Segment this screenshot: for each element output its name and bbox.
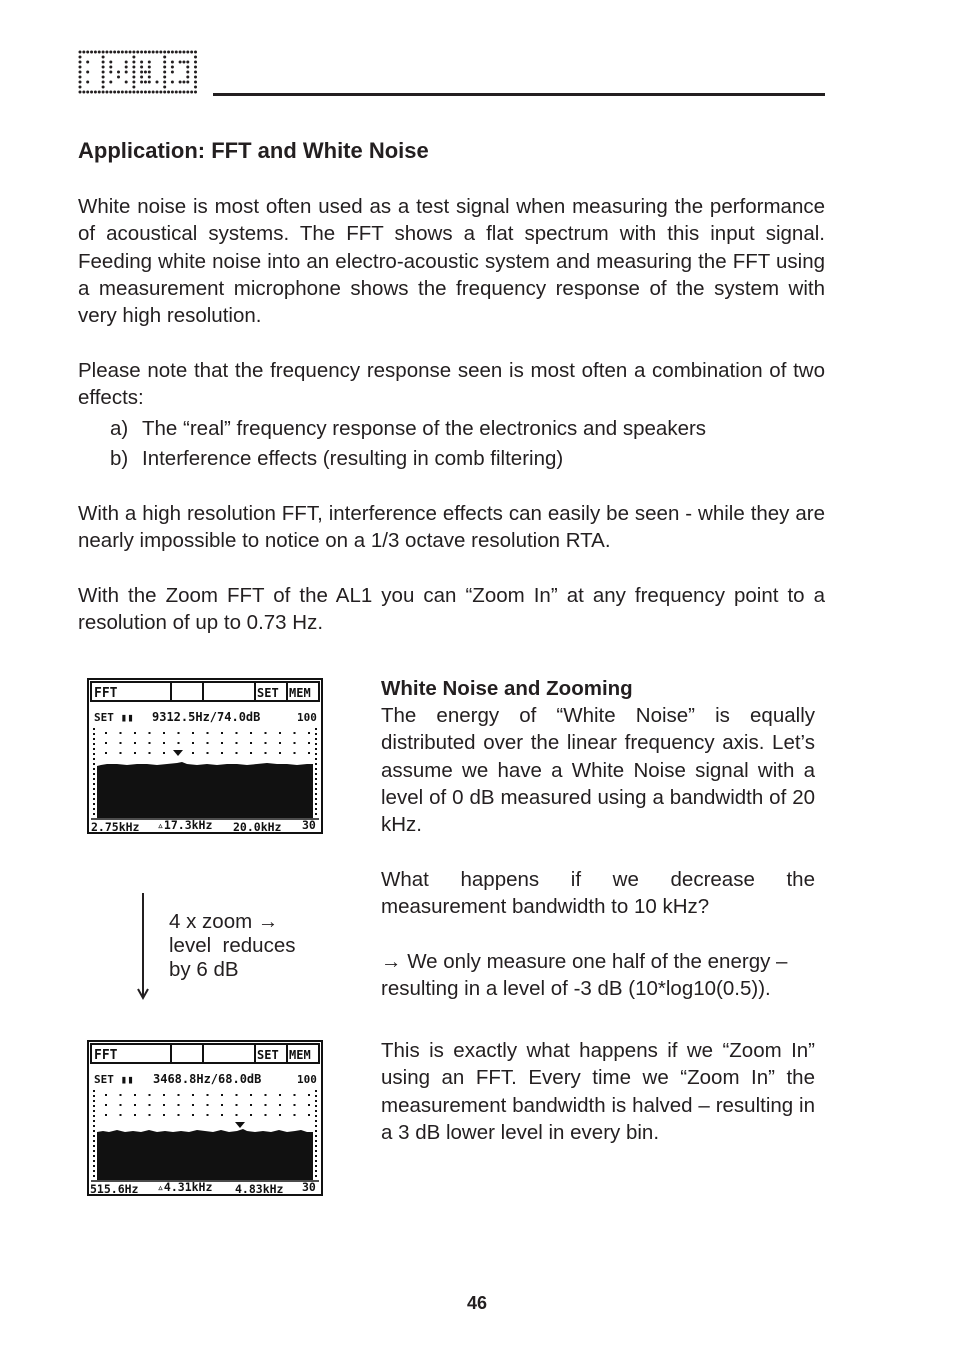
subsection-title: White Noise and Zooming [381,677,633,700]
list-item [110,414,706,444]
header-rule [213,93,825,96]
list-marker: a) [110,417,129,440]
tab-fft: FFT [94,1048,118,1063]
paragraph-zoom-fft: With the Zoom FFT of the AL1 you can “Zoom In” at any frequency point to a resolution of up to 0.73 Hz. [78,584,825,635]
paragraph-white-noise-intro: White noise is most often used as a test signal when measuring the performance of acoustical systems. The FFT shows a flat spectrum with this input signal. Feeding white noise into an electro-acoustic system and measuring the FFT using a measurement microphone shows the frequency response of the system with very high resolution. [78,195,825,328]
text-line: resulting in a level of -3 dB (10*log10(0.5)). [381,977,771,1001]
freq-high-label: 20.0kHz [233,820,282,834]
tab-mem: MEM [289,1048,311,1062]
freq-low-label: 2.75kHz [91,820,140,834]
paragraph-frequency-response: Please note that the frequency response seen is most often a combination of two effects: [78,359,825,410]
tab-set: SET [257,686,279,700]
spectrum-fill [97,1129,313,1180]
section-title: Application: FFT and White Noise [78,138,429,163]
status-indicator: SET ▮▮ [94,1073,134,1086]
cursor-readout: 3468.8Hz/68.0dB [153,1072,262,1086]
fft-screen-zoomed [87,1040,323,1196]
freq-high-label: 4.83kHz [235,1182,284,1196]
freq-center-label: ▵17.3kHz [157,818,213,832]
range-top-label: 100 [297,711,317,724]
range-bottom-label: 30 [302,818,316,832]
zoom-note [169,910,319,982]
paragraph-zoom-halving: This is exactly what happens if we “Zoom In” using an FFT. Every time we “Zoom In” the measurement bandwidth is halved – resulting in a 3 dB lower level in every bin. [381,1039,815,1144]
range-top-label: 100 [297,1073,317,1086]
spectrum-fill [97,762,313,818]
paragraph-energy-distribution: The energy of “White Noise” is equally distributed over the linear frequency axis. Let’s assume we have a White Noise signal with a level of 0 dB measured using a bandwidth of 20 kHz. [381,704,815,837]
page-number: 46 [466,1293,488,1313]
zoom-note-line: 4 x zoom → [169,910,279,933]
text-line: → We only measure one half of the energy – [381,950,788,973]
cursor-readout: 9312.5Hz/74.0dB [152,710,261,724]
list-text: Interference effects (resulting in comb filtering) [142,447,564,470]
dot-matrix-logo [78,50,198,94]
list-item [110,444,706,474]
down-arrow-icon [136,893,150,1001]
tab-fft: FFT [94,686,118,701]
fft-screen-full-band [87,678,323,834]
range-bottom-label: 30 [302,1180,316,1194]
status-indicator: SET ▮▮ [94,711,134,724]
list-marker: b) [110,447,129,470]
paragraph-half-energy [381,948,815,1003]
freq-low-label: 515.6Hz [90,1182,139,1196]
effects-list [110,414,706,474]
tab-mem: MEM [289,686,311,700]
tab-set: SET [257,1048,279,1062]
freq-center-label: ▵4.31kHz [157,1180,213,1194]
zoom-note-line: by 6 dB [169,958,239,981]
paragraph-interference: With a high resolution FFT, interference effects can easily be seen - while they are nearly impossible to notice on a 1/3 octave resolution RTA. [78,502,825,553]
list-text: The “real” frequency response of the electronics and speakers [142,417,707,440]
paragraph-bandwidth-question: What happens if we decrease the measurement bandwidth to 10 kHz? [381,868,815,919]
zoom-note-line: level reduces [169,934,296,957]
